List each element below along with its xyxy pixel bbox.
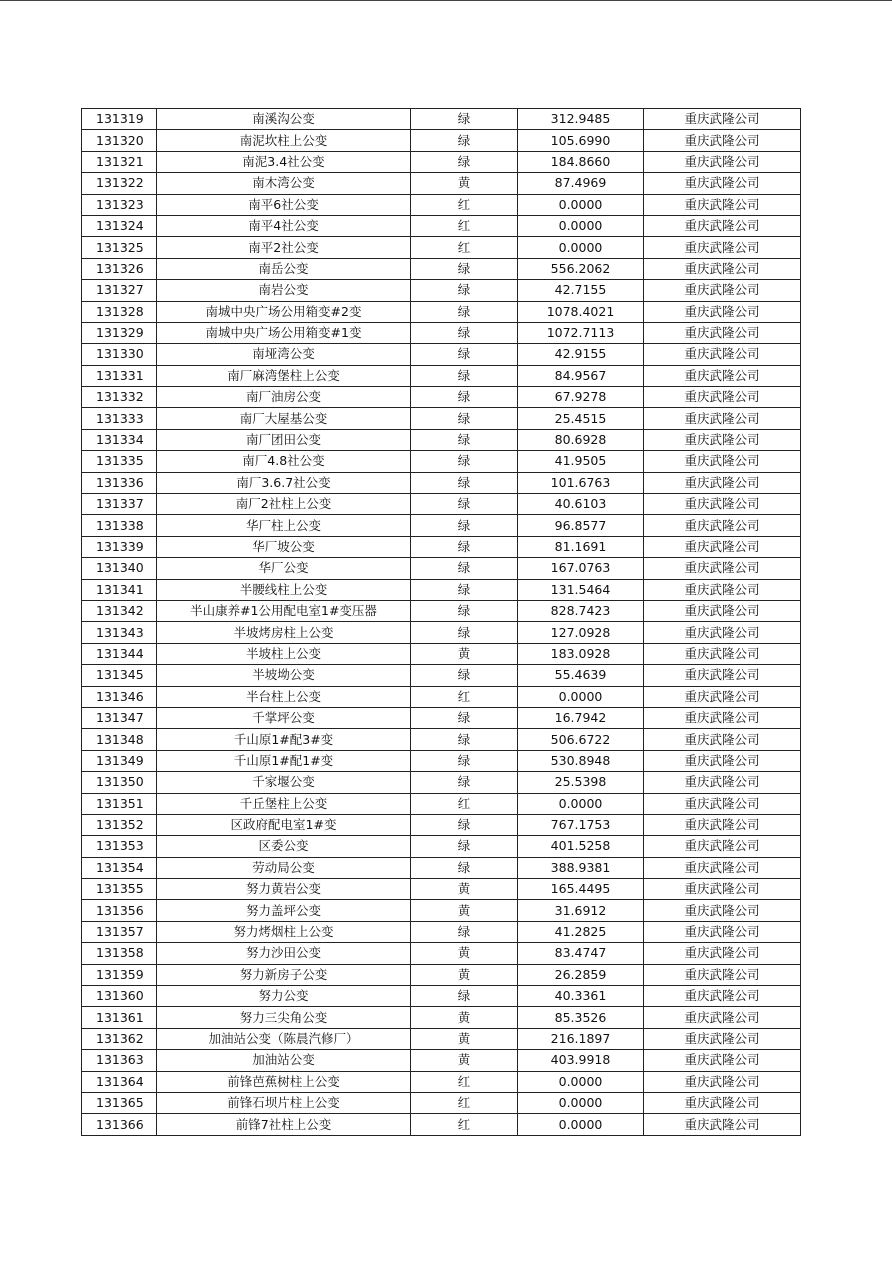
cell-id: 131324 (82, 215, 157, 236)
table-row (82, 280, 801, 301)
cell-id: 131354 (82, 857, 157, 878)
cell-value: 42.9155 (518, 344, 644, 365)
table-row (82, 215, 801, 236)
table-row (82, 964, 801, 985)
cell-name: 南木湾公变 (157, 173, 411, 194)
cell-name: 千掌坪公变 (157, 707, 411, 728)
table-row (82, 322, 801, 343)
cell-id: 131323 (82, 194, 157, 215)
cell-id: 131331 (82, 365, 157, 386)
cell-id: 131341 (82, 579, 157, 600)
cell-value: 0.0000 (518, 1114, 644, 1135)
cell-status: 绿 (411, 365, 518, 386)
cell-name: 千山原1#配3#变 (157, 729, 411, 750)
table-body (82, 109, 801, 1136)
table-row (82, 1007, 801, 1028)
cell-company: 重庆武隆公司 (644, 472, 801, 493)
cell-value: 87.4969 (518, 173, 644, 194)
cell-value: 96.8577 (518, 515, 644, 536)
cell-id: 131325 (82, 237, 157, 258)
cell-status: 红 (411, 237, 518, 258)
cell-value: 105.6990 (518, 130, 644, 151)
cell-status: 黄 (411, 879, 518, 900)
cell-value: 127.0928 (518, 622, 644, 643)
cell-id: 131351 (82, 793, 157, 814)
page-top-border (0, 0, 892, 1)
cell-id: 131348 (82, 729, 157, 750)
cell-id: 131342 (82, 600, 157, 621)
cell-company: 重庆武隆公司 (644, 707, 801, 728)
cell-id: 131353 (82, 836, 157, 857)
cell-value: 165.4495 (518, 879, 644, 900)
cell-status: 红 (411, 215, 518, 236)
table-row (82, 194, 801, 215)
cell-company: 重庆武隆公司 (644, 600, 801, 621)
table-row (82, 130, 801, 151)
cell-status: 绿 (411, 729, 518, 750)
cell-status: 绿 (411, 814, 518, 835)
cell-id: 131326 (82, 258, 157, 279)
cell-name: 加油站公变 (157, 1050, 411, 1071)
cell-name: 区政府配电室1#变 (157, 814, 411, 835)
cell-company: 重庆武隆公司 (644, 665, 801, 686)
cell-company: 重庆武隆公司 (644, 622, 801, 643)
cell-id: 131366 (82, 1114, 157, 1135)
cell-value: 85.3526 (518, 1007, 644, 1028)
cell-status: 绿 (411, 836, 518, 857)
cell-status: 黄 (411, 1028, 518, 1049)
cell-status: 绿 (411, 151, 518, 172)
cell-status: 绿 (411, 429, 518, 450)
cell-value: 530.8948 (518, 750, 644, 771)
cell-name: 南厂团田公变 (157, 429, 411, 450)
table-row (82, 151, 801, 172)
table-row (82, 1028, 801, 1049)
cell-company: 重庆武隆公司 (644, 793, 801, 814)
cell-value: 40.3361 (518, 986, 644, 1007)
cell-value: 0.0000 (518, 194, 644, 215)
cell-name: 南垭湾公变 (157, 344, 411, 365)
cell-id: 131359 (82, 964, 157, 985)
table-row (82, 857, 801, 878)
table-row (82, 943, 801, 964)
cell-name: 劳动局公变 (157, 857, 411, 878)
cell-name: 南厂麻湾堡柱上公变 (157, 365, 411, 386)
cell-id: 131345 (82, 665, 157, 686)
cell-name: 华厂柱上公变 (157, 515, 411, 536)
cell-status: 绿 (411, 130, 518, 151)
cell-name: 南厂油房公变 (157, 387, 411, 408)
cell-value: 67.9278 (518, 387, 644, 408)
cell-value: 828.7423 (518, 600, 644, 621)
cell-value: 16.7942 (518, 707, 644, 728)
cell-id: 131352 (82, 814, 157, 835)
cell-company: 重庆武隆公司 (644, 750, 801, 771)
transformer-table (81, 108, 801, 1136)
cell-company: 重庆武隆公司 (644, 215, 801, 236)
cell-id: 131319 (82, 109, 157, 130)
cell-name: 努力新房子公变 (157, 964, 411, 985)
cell-value: 0.0000 (518, 793, 644, 814)
table-row (82, 686, 801, 707)
cell-value: 80.6928 (518, 429, 644, 450)
cell-status: 绿 (411, 750, 518, 771)
cell-name: 加油站公变（陈晨汽修厂） (157, 1028, 411, 1049)
cell-name: 区委公变 (157, 836, 411, 857)
cell-name: 南厂2社柱上公变 (157, 494, 411, 515)
cell-company: 重庆武隆公司 (644, 301, 801, 322)
table-row (82, 600, 801, 621)
cell-status: 红 (411, 793, 518, 814)
cell-id: 131355 (82, 879, 157, 900)
cell-status: 绿 (411, 536, 518, 557)
cell-id: 131340 (82, 558, 157, 579)
cell-company: 重庆武隆公司 (644, 322, 801, 343)
cell-status: 红 (411, 686, 518, 707)
cell-id: 131364 (82, 1071, 157, 1092)
cell-id: 131322 (82, 173, 157, 194)
cell-value: 401.5258 (518, 836, 644, 857)
cell-status: 绿 (411, 921, 518, 942)
cell-value: 0.0000 (518, 1092, 644, 1113)
table-row (82, 986, 801, 1007)
table-row (82, 900, 801, 921)
cell-status: 绿 (411, 558, 518, 579)
cell-value: 767.1753 (518, 814, 644, 835)
cell-name: 南厂3.6.7社公变 (157, 472, 411, 493)
cell-id: 131321 (82, 151, 157, 172)
cell-id: 131327 (82, 280, 157, 301)
cell-id: 131337 (82, 494, 157, 515)
cell-company: 重庆武隆公司 (644, 1092, 801, 1113)
table-row (82, 109, 801, 130)
cell-company: 重庆武隆公司 (644, 1050, 801, 1071)
cell-name: 努力烤烟柱上公变 (157, 921, 411, 942)
cell-value: 388.9381 (518, 857, 644, 878)
cell-status: 绿 (411, 857, 518, 878)
cell-value: 83.4747 (518, 943, 644, 964)
table-row (82, 793, 801, 814)
cell-company: 重庆武隆公司 (644, 280, 801, 301)
cell-company: 重庆武隆公司 (644, 964, 801, 985)
cell-name: 南平6社公变 (157, 194, 411, 215)
table-row (82, 772, 801, 793)
cell-id: 131332 (82, 387, 157, 408)
cell-name: 努力盖坪公变 (157, 900, 411, 921)
cell-company: 重庆武隆公司 (644, 943, 801, 964)
cell-name: 南厂大屋基公变 (157, 408, 411, 429)
cell-id: 131346 (82, 686, 157, 707)
cell-value: 25.4515 (518, 408, 644, 429)
cell-status: 绿 (411, 472, 518, 493)
cell-company: 重庆武隆公司 (644, 1007, 801, 1028)
table-row (82, 836, 801, 857)
cell-id: 131339 (82, 536, 157, 557)
table-row (82, 707, 801, 728)
table-row (82, 1114, 801, 1135)
cell-company: 重庆武隆公司 (644, 1071, 801, 1092)
cell-name: 半坡柱上公变 (157, 643, 411, 664)
cell-name: 南岳公变 (157, 258, 411, 279)
cell-value: 0.0000 (518, 215, 644, 236)
cell-id: 131358 (82, 943, 157, 964)
cell-status: 绿 (411, 579, 518, 600)
cell-status: 黄 (411, 943, 518, 964)
cell-name: 南溪沟公变 (157, 109, 411, 130)
cell-name: 半坡坳公变 (157, 665, 411, 686)
cell-id: 131361 (82, 1007, 157, 1028)
cell-id: 131335 (82, 451, 157, 472)
cell-status: 绿 (411, 322, 518, 343)
cell-status: 红 (411, 1092, 518, 1113)
cell-status: 绿 (411, 387, 518, 408)
table-row (82, 173, 801, 194)
cell-id: 131328 (82, 301, 157, 322)
cell-id: 131357 (82, 921, 157, 942)
cell-name: 华厂坡公变 (157, 536, 411, 557)
cell-name: 南城中央广场公用箱变#2变 (157, 301, 411, 322)
cell-value: 84.9567 (518, 365, 644, 386)
cell-id: 131343 (82, 622, 157, 643)
table-row (82, 451, 801, 472)
table-row (82, 494, 801, 515)
cell-status: 绿 (411, 109, 518, 130)
cell-id: 131333 (82, 408, 157, 429)
cell-company: 重庆武隆公司 (644, 494, 801, 515)
table-row (82, 472, 801, 493)
cell-id: 131336 (82, 472, 157, 493)
cell-value: 0.0000 (518, 1071, 644, 1092)
table-row (82, 536, 801, 557)
cell-name: 南厂4.8社公变 (157, 451, 411, 472)
cell-company: 重庆武隆公司 (644, 194, 801, 215)
cell-value: 312.9485 (518, 109, 644, 130)
cell-name: 南泥坎柱上公变 (157, 130, 411, 151)
cell-id: 131350 (82, 772, 157, 793)
cell-company: 重庆武隆公司 (644, 986, 801, 1007)
table-row (82, 344, 801, 365)
cell-value: 131.5464 (518, 579, 644, 600)
cell-company: 重庆武隆公司 (644, 237, 801, 258)
cell-name: 半台柱上公变 (157, 686, 411, 707)
cell-company: 重庆武隆公司 (644, 772, 801, 793)
cell-value: 0.0000 (518, 686, 644, 707)
cell-status: 绿 (411, 451, 518, 472)
cell-value: 41.9505 (518, 451, 644, 472)
cell-name: 千家堰公变 (157, 772, 411, 793)
cell-status: 绿 (411, 622, 518, 643)
cell-value: 42.7155 (518, 280, 644, 301)
cell-status: 黄 (411, 964, 518, 985)
cell-status: 黄 (411, 1007, 518, 1028)
cell-name: 千丘堡柱上公变 (157, 793, 411, 814)
cell-status: 绿 (411, 258, 518, 279)
cell-company: 重庆武隆公司 (644, 900, 801, 921)
cell-id: 131334 (82, 429, 157, 450)
cell-status: 绿 (411, 280, 518, 301)
cell-company: 重庆武隆公司 (644, 130, 801, 151)
table-row (82, 1092, 801, 1113)
table-row (82, 643, 801, 664)
cell-name: 前锋芭蕉树柱上公变 (157, 1071, 411, 1092)
cell-value: 41.2825 (518, 921, 644, 942)
cell-name: 半坡烤房柱上公变 (157, 622, 411, 643)
table-row (82, 558, 801, 579)
cell-company: 重庆武隆公司 (644, 857, 801, 878)
cell-company: 重庆武隆公司 (644, 729, 801, 750)
cell-status: 绿 (411, 408, 518, 429)
cell-company: 重庆武隆公司 (644, 151, 801, 172)
cell-company: 重庆武隆公司 (644, 258, 801, 279)
cell-value: 506.6722 (518, 729, 644, 750)
cell-id: 131329 (82, 322, 157, 343)
cell-status: 绿 (411, 600, 518, 621)
cell-status: 绿 (411, 515, 518, 536)
cell-name: 努力黄岩公变 (157, 879, 411, 900)
cell-name: 南城中央广场公用箱变#1变 (157, 322, 411, 343)
cell-status: 绿 (411, 494, 518, 515)
table-row (82, 579, 801, 600)
cell-company: 重庆武隆公司 (644, 451, 801, 472)
cell-id: 131363 (82, 1050, 157, 1071)
cell-company: 重庆武隆公司 (644, 365, 801, 386)
cell-id: 131344 (82, 643, 157, 664)
cell-status: 红 (411, 194, 518, 215)
table-row (82, 365, 801, 386)
cell-status: 绿 (411, 707, 518, 728)
cell-id: 131365 (82, 1092, 157, 1113)
cell-company: 重庆武隆公司 (644, 408, 801, 429)
cell-company: 重庆武隆公司 (644, 173, 801, 194)
table-row (82, 729, 801, 750)
table-row (82, 258, 801, 279)
cell-company: 重庆武隆公司 (644, 579, 801, 600)
table-row (82, 665, 801, 686)
cell-name: 南泥3.4社公变 (157, 151, 411, 172)
cell-company: 重庆武隆公司 (644, 344, 801, 365)
table-row (82, 1050, 801, 1071)
cell-name: 南岩公变 (157, 280, 411, 301)
table-row (82, 879, 801, 900)
cell-status: 绿 (411, 772, 518, 793)
cell-company: 重庆武隆公司 (644, 1114, 801, 1135)
table-row (82, 750, 801, 771)
table-row (82, 622, 801, 643)
cell-value: 403.9918 (518, 1050, 644, 1071)
table-row (82, 237, 801, 258)
cell-status: 黄 (411, 1050, 518, 1071)
cell-status: 红 (411, 1114, 518, 1135)
cell-value: 1072.7113 (518, 322, 644, 343)
cell-status: 黄 (411, 900, 518, 921)
cell-status: 黄 (411, 173, 518, 194)
cell-company: 重庆武隆公司 (644, 109, 801, 130)
table-row (82, 921, 801, 942)
cell-value: 184.8660 (518, 151, 644, 172)
cell-company: 重庆武隆公司 (644, 387, 801, 408)
cell-id: 131330 (82, 344, 157, 365)
cell-value: 1078.4021 (518, 301, 644, 322)
cell-name: 半山康养#1公用配电室1#变压器 (157, 600, 411, 621)
cell-company: 重庆武隆公司 (644, 536, 801, 557)
cell-company: 重庆武隆公司 (644, 879, 801, 900)
cell-value: 101.6763 (518, 472, 644, 493)
cell-id: 131347 (82, 707, 157, 728)
cell-name: 千山原1#配1#变 (157, 750, 411, 771)
cell-name: 前锋石坝片柱上公变 (157, 1092, 411, 1113)
table-row (82, 408, 801, 429)
cell-company: 重庆武隆公司 (644, 1028, 801, 1049)
cell-id: 131362 (82, 1028, 157, 1049)
table-row (82, 515, 801, 536)
cell-value: 55.4639 (518, 665, 644, 686)
cell-name: 南平2社公变 (157, 237, 411, 258)
cell-company: 重庆武隆公司 (644, 643, 801, 664)
table-row (82, 387, 801, 408)
cell-value: 40.6103 (518, 494, 644, 515)
cell-name: 华厂公变 (157, 558, 411, 579)
cell-company: 重庆武隆公司 (644, 814, 801, 835)
cell-value: 0.0000 (518, 237, 644, 258)
cell-status: 绿 (411, 301, 518, 322)
cell-value: 26.2859 (518, 964, 644, 985)
cell-id: 131338 (82, 515, 157, 536)
cell-company: 重庆武隆公司 (644, 921, 801, 942)
cell-id: 131349 (82, 750, 157, 771)
cell-status: 红 (411, 1071, 518, 1092)
cell-name: 半腰线柱上公变 (157, 579, 411, 600)
cell-value: 167.0763 (518, 558, 644, 579)
table-row (82, 429, 801, 450)
cell-status: 黄 (411, 643, 518, 664)
cell-name: 南平4社公变 (157, 215, 411, 236)
cell-value: 81.1691 (518, 536, 644, 557)
cell-company: 重庆武隆公司 (644, 686, 801, 707)
cell-company: 重庆武隆公司 (644, 836, 801, 857)
cell-value: 183.0928 (518, 643, 644, 664)
cell-company: 重庆武隆公司 (644, 515, 801, 536)
cell-value: 556.2062 (518, 258, 644, 279)
cell-id: 131356 (82, 900, 157, 921)
cell-status: 绿 (411, 665, 518, 686)
table-row (82, 814, 801, 835)
cell-company: 重庆武隆公司 (644, 558, 801, 579)
table-row (82, 1071, 801, 1092)
cell-value: 216.1897 (518, 1028, 644, 1049)
cell-value: 25.5398 (518, 772, 644, 793)
cell-value: 31.6912 (518, 900, 644, 921)
table-row (82, 301, 801, 322)
cell-status: 绿 (411, 344, 518, 365)
cell-name: 努力沙田公变 (157, 943, 411, 964)
cell-id: 131320 (82, 130, 157, 151)
cell-id: 131360 (82, 986, 157, 1007)
cell-company: 重庆武隆公司 (644, 429, 801, 450)
cell-name: 努力三尖角公变 (157, 1007, 411, 1028)
cell-name: 前锋7社柱上公变 (157, 1114, 411, 1135)
cell-name: 努力公变 (157, 986, 411, 1007)
cell-status: 绿 (411, 986, 518, 1007)
